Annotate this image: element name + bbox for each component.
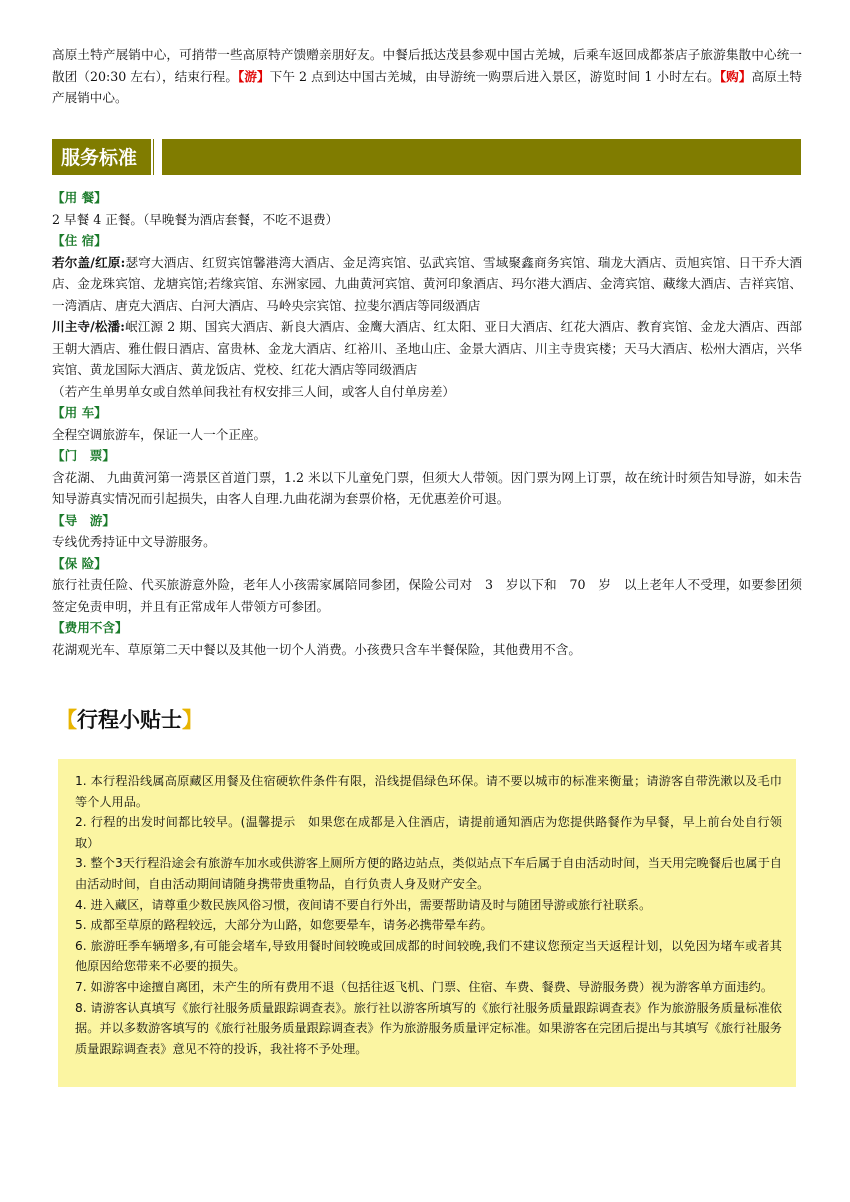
- tips-box: [58, 759, 796, 1087]
- car-text: 全程空调旅游车，保证一人一个正座。: [52, 426, 267, 442]
- tips-bracket-close: 】: [182, 708, 203, 732]
- intro-text-1: 高原土特产展销中心，可捎带一些高原特产馈赠亲朋好友。中餐后抵达茂县参观中国古羌城，后乘车返回成都茶店子旅游集散中心统一散团（20:30 左右），结束行程。: [52, 47, 802, 84]
- stay-zoige-hongyuan: [52, 252, 802, 317]
- stay-b-text: 岷江源 2 期、国宾大酒店、新良大酒店、金鹰大酒店、红太阳、亚日大酒店、红花大酒店、教育宾馆、金龙大酒店、西部王朝大酒店、雅仕假日酒店、富贵林、金龙大酒店、红裕川、圣地山庄、金景大酒店、川主寺贵宾楼；天马大酒店、松州大酒店，兴华宾馆、黄龙国际大酒店、黄龙饭店、党校、红花大酒店等同级酒店: [52, 319, 802, 377]
- stay-a-name: 若尔盖/红原:: [52, 254, 126, 270]
- stay-chuanzhusi-songpan: [52, 316, 802, 381]
- tag-gou: 【购】: [719, 68, 752, 84]
- tips-title: 行程小贴士: [77, 708, 182, 732]
- guide-text: 专线优秀持证中文导游服务。: [52, 534, 216, 549]
- stay-note: （若产生单男单女或自然单间我社有权安排三人间，或客人自付单房差）: [52, 383, 455, 399]
- ticket-label: 【门 票】: [52, 448, 115, 463]
- stay-label: 【住 宿】: [52, 233, 107, 248]
- banner-divider: [154, 139, 162, 175]
- service-standard-title: 服务标准: [52, 139, 153, 175]
- tip-item: 5. 成都至草原的路程较远，大部分为山路，如您要晕车，请务必携带晕车药。: [75, 918, 493, 933]
- tag-you: 【游】: [237, 68, 270, 84]
- guide-label: 【导 游】: [52, 512, 115, 528]
- intro-text-2: 下午 2 点到达中国古羌城，由导游统一购票后进入景区，游览时间 1 小时左右。: [269, 68, 720, 84]
- tip-item: 7. 如游客中途擅自离团，未产生的所有费用不退（包括往返飞机、门票、住宿、车费、餐费、导游服务费）视为游客单方面违约。: [75, 979, 774, 994]
- tip-item: 8. 请游客认真填写《旅行社服务质量跟踪调查表》。旅行社以游客所填写的《旅行社服务质量跟踪调查表》作为旅游服务质量标准依据。并以多数游客填写的《旅行社服务质量跟踪调查表》作为旅游服务质量评定标准。如果游客在完团后提出与其填写《旅行社服务质量跟踪调查表》意见不符的投诉，我社将不予处理。: [75, 1000, 782, 1056]
- service-standard-banner: [52, 139, 801, 175]
- exclude-text: 花湖观光车、草原第二天中餐以及其他一切个人消费。小孩费只含车半餐保险，其他费用不含。: [52, 641, 581, 657]
- intro-text-3: 高原土特产展销中心。: [52, 68, 803, 105]
- car-label: 【用 车】: [52, 405, 107, 420]
- tip-item: 4. 进入藏区，请尊重少数民族风俗习惯，夜间请不要自行外出，需要帮助请及时与随团导游或旅行社联系。: [75, 897, 652, 912]
- meal-label: 【用 餐】: [52, 190, 107, 205]
- intro-paragraph: [52, 44, 802, 109]
- service-standard-content: [52, 187, 802, 660]
- insurance-text: 旅行社责任险、代买旅游意外险，老年人小孩需家属陪同参团，保险公司对 3 岁以下和 70 岁 以上老年人不受理，如要参团须签定免责申明，并且有正常成年人带领方可参团。: [52, 577, 802, 614]
- intro-section: [52, 44, 802, 109]
- stay-b-name: 川主寺/松潘:: [52, 319, 125, 334]
- insurance-label: 【保 险】: [52, 555, 107, 571]
- tips-bracket-open: 【: [56, 708, 77, 732]
- tips-heading: [56, 704, 203, 734]
- tip-item: 1. 本行程沿线属高原藏区用餐及住宿硬软件条件有限，沿线提倡绿色环保。请不要以城市的标准来衡量；请游客自带洗漱以及毛巾等个人用品。: [75, 774, 782, 809]
- tip-item: 6. 旅游旺季车辆增多,有可能会堵车,导致用餐时间较晚或回成都的时间较晚,我们不建议您预定当天返程计划，以免因为堵车或者其他原因给您带来不必要的损失。: [75, 938, 782, 974]
- ticket-text: 含花湖、 九曲黄河第一湾景区首道门票，1.2 米以下儿童免门票，但须大人带领。因门票为网上订票，故在统计时须告知导游，如未告知导游真实情况而引起损失，由客人自理.九曲花湖为套票价格，无优惠差价可退。: [52, 469, 802, 506]
- tip-item: 3. 整个3天行程沿途会有旅游车加水或供游客上厕所方便的路边站点，类似站点下车后属于自由活动时间，当天用完晚餐后也属于自由活动时间，自由活动期间请随身携带贵重物品，自行负责人身及财产安全。: [75, 856, 782, 891]
- stay-a-text: 瑟穹大酒店、红贸宾馆馨港湾大酒店、金足湾宾馆、弘武宾馆、雪域聚鑫商务宾馆、瑞龙大酒店、贡旭宾馆、日干乔大酒店、金龙珠宾馆、龙塘宾馆;若缘宾馆、东洲家园、九曲黄河宾馆、黄河印象酒店、玛尔港大酒店、金湾宾馆、藏缘大酒店、吉祥宾馆、一湾酒店、唐克大酒店、白河大酒店、马岭央宗宾馆、拉斐尔酒店等同级酒店: [52, 254, 803, 313]
- tip-item: 2. 行程的出发时间都比较早。(温馨提示 如果您在成都是入住酒店，请提前通知酒店为您提供路餐作为早餐，早上前台处自行领取）: [75, 815, 782, 850]
- meal-text: 2 早餐 4 正餐。（早晚餐为酒店套餐，不吃不退费）: [52, 211, 339, 227]
- exclude-label: 【费用不含】: [52, 620, 128, 635]
